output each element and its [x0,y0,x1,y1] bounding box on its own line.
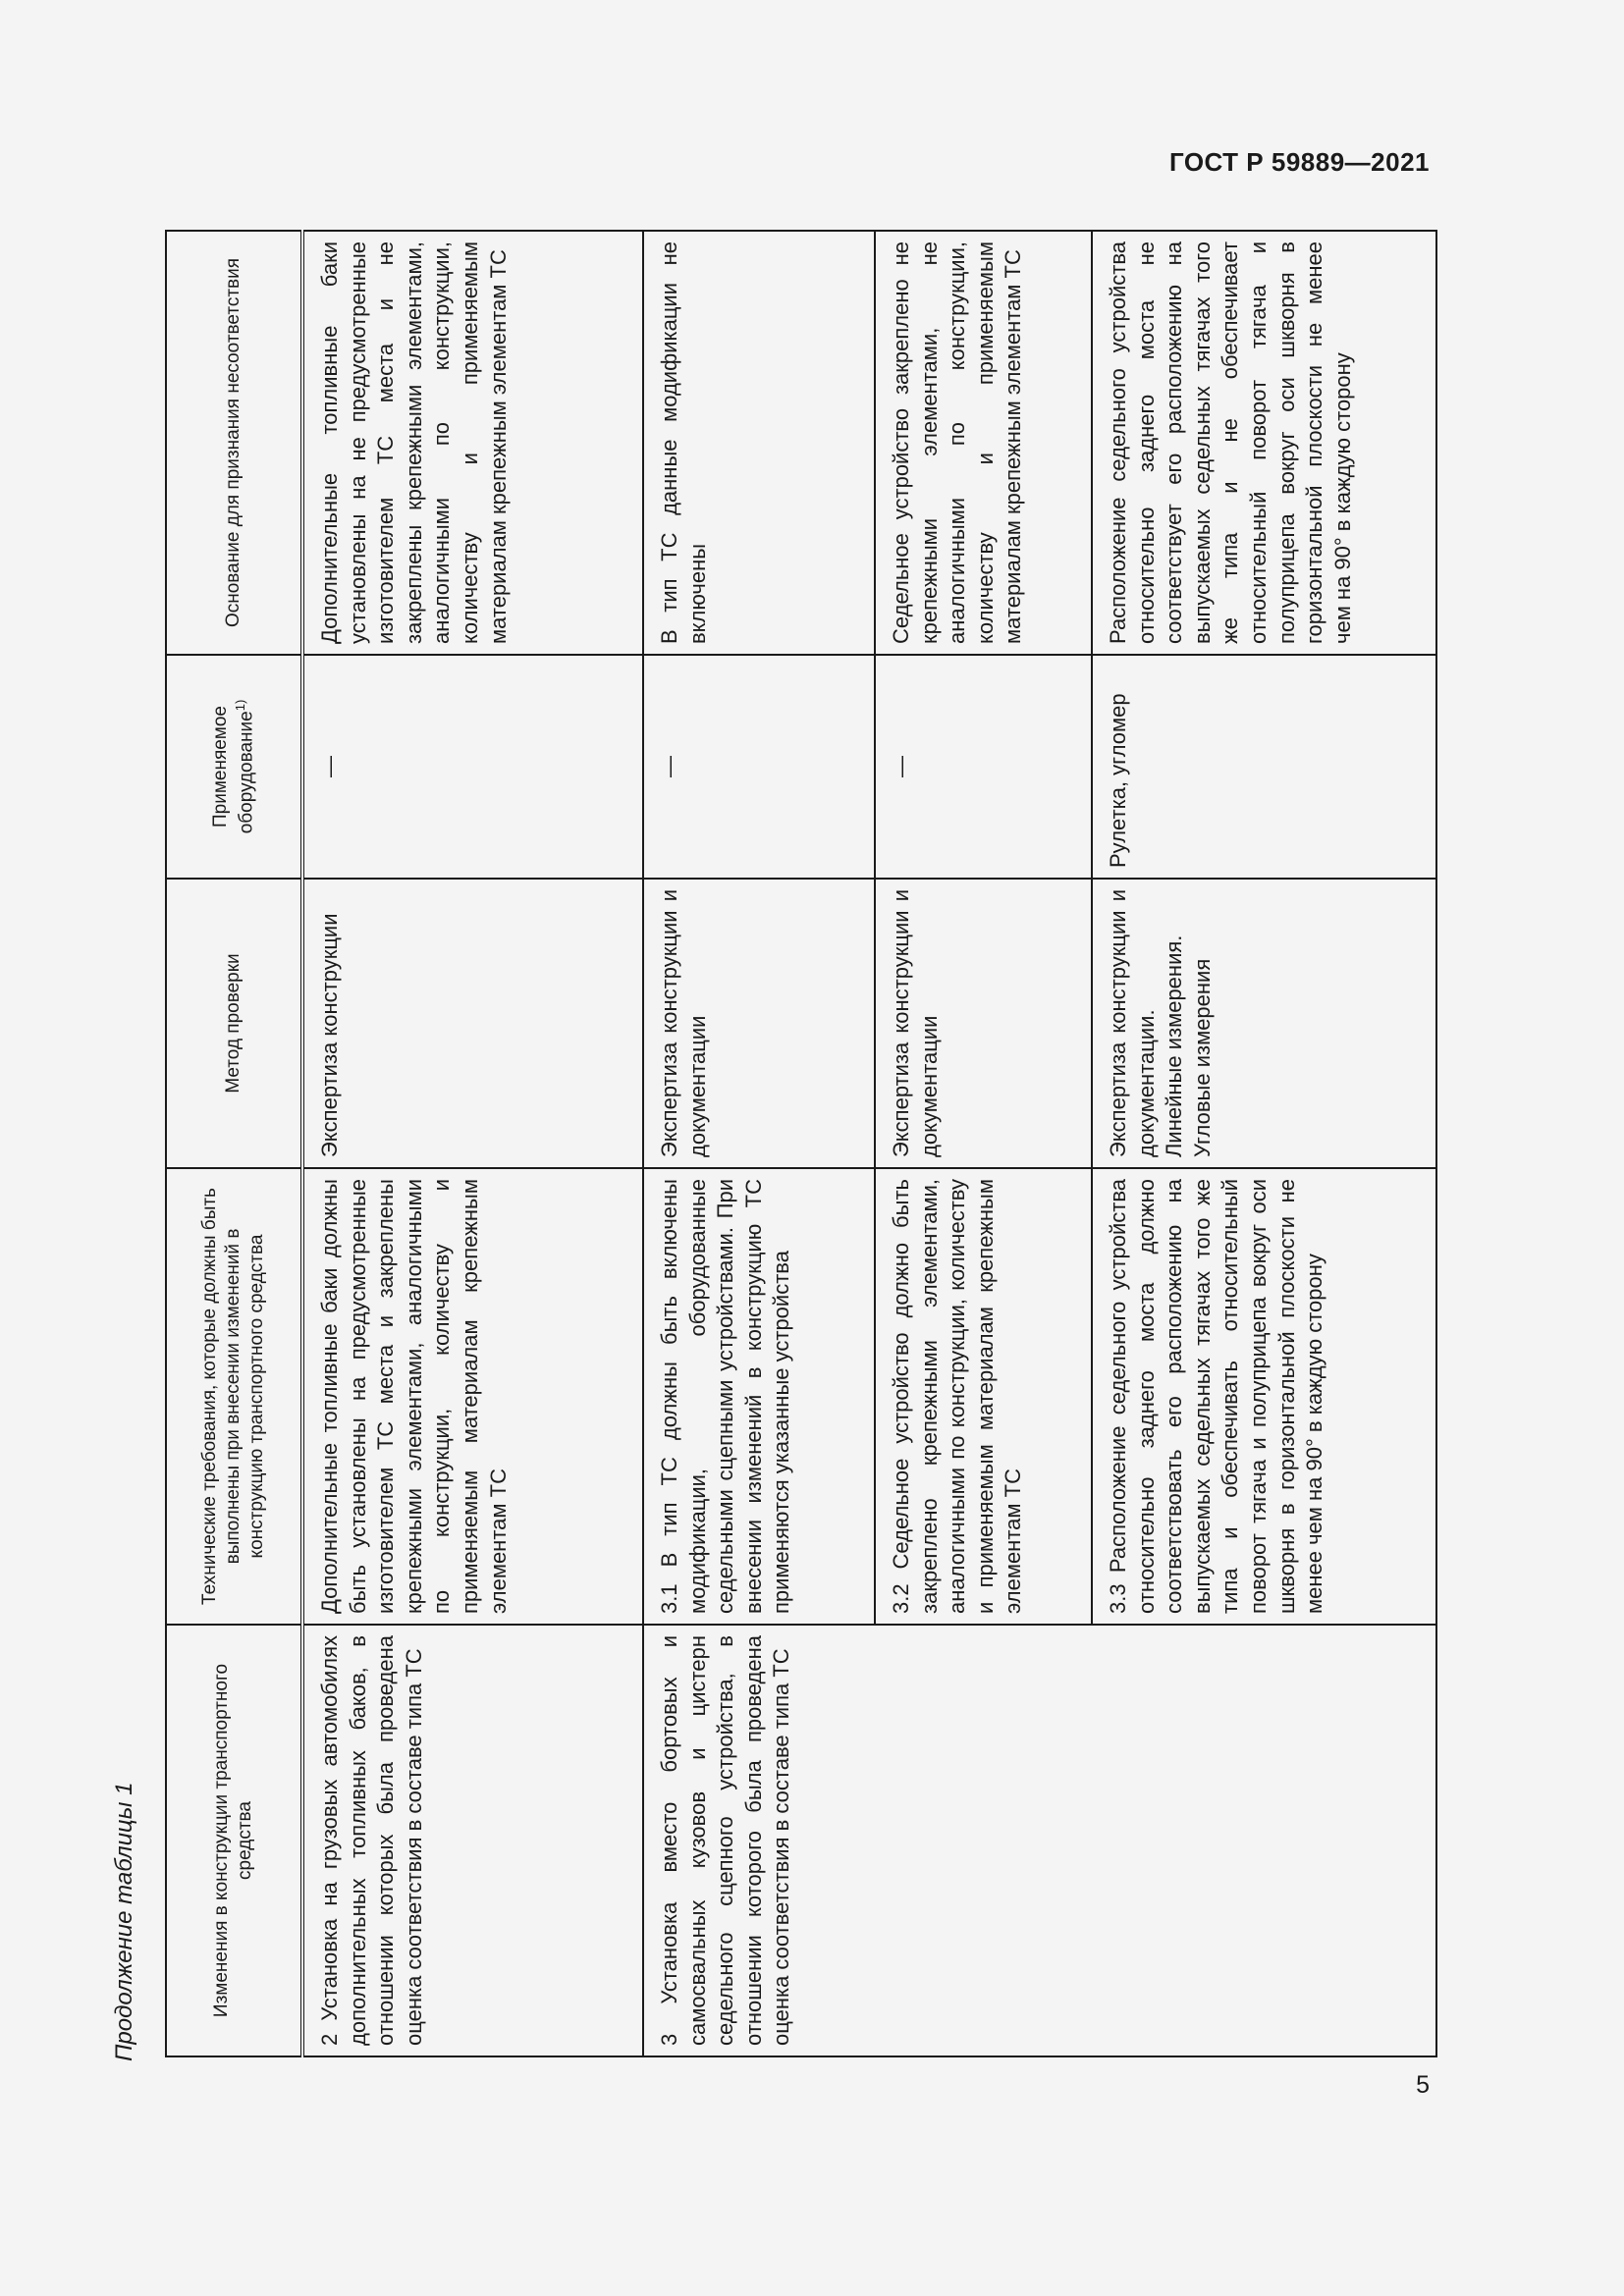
column-header-change: Изменения в конструкции транспортного средства [166,1625,302,2056]
cell-requirements: Дополнительные топливные баки должны быть установлены на предусмотренные изготовителем ТС места и закреплены крепежными элементами, аналогичными по конструкции, количеству и применяемым материалам крепежным элементам ТС [302,1168,643,1625]
cell-requirements: 3.2 Седельное устройство должно быть закреплено крепежными элементами, аналогичными по конструкции, количеству и применяемым материалам крепежным элементам ТС [875,1168,1092,1625]
column-header-method: Метод проверки [166,879,302,1168]
column-header-equipment [166,655,302,879]
column-header-equipment-text: Применяемое оборудование [210,706,257,834]
cell-method: Экспертиза конструкции и документации [643,879,875,1168]
equipment-dash: — [889,756,913,777]
document-number: ГОСТ Р 59889—2021 [1168,147,1430,177]
method-line: Угловые измерения [1189,958,1215,1157]
page-number: 5 [1416,2071,1430,2099]
rotated-table-container [165,232,1355,2057]
table-row [302,231,643,2056]
requirements-table [165,230,1437,2057]
cell-method: Экспертиза конструкции и документации [875,879,1092,1168]
cell-change: 2 Установка на грузовых автомобилях дополнительных топливных баков, в отношении которых была проведена оценка соответствия в составе типа ТС [302,1625,643,2056]
equipment-dash: — [317,756,342,777]
cell-requirements: 3.1 В тип ТС должны быть включены модификации, оборудованные седельными сцепными устройствами. При внесении изменений в конструкцию ТС применяются указанные устройства [643,1168,875,1625]
equipment-dash: — [657,756,681,777]
cell-equipment [302,655,643,879]
table-continuation-caption: Продолжение таблицы 1 [111,1782,137,2061]
table-header-row [166,231,302,2056]
cell-equipment: Рулетка, угломер [1092,655,1436,879]
cell-basis: В тип ТС данные модификации не включены [643,231,875,655]
method-line: Линейные измерения. [1162,934,1187,1157]
column-header-basis: Основание для признания несоответствия [166,231,302,655]
cell-equipment [643,655,875,879]
table-row [643,231,875,2056]
cell-requirements: 3.3 Расположение седельного устройства относительно заднего моста должно соответствовать его расположению на выпускаемых седельных тягачах того же типа и обеспечивать относительный поворот тягача и полуприцепа вокруг оси шкворня в горизонтальной плоскости не менее чем на 90° в каждую сторону [1092,1168,1436,1625]
method-line: Экспертиза конструкции и документации. [1106,889,1159,1157]
cell-basis: Дополнительные топливные баки установлены на не предусмотренные изготовителем ТС места и не закреплены крепежными элементами, аналогичными по конструкции, количеству и применяемым материалам крепежным элементам ТС [302,231,643,655]
cell-basis: Седельное устройство закреплено не крепежными элементами, не аналогичными по конструкции, количеству и применяемым материалам крепежным элементам ТС [875,231,1092,655]
cell-change: 3 Установка вместо бортовых и самосвальных кузовов и цистерн седельного сцепного устройства, в отношении которого была проведена оценка соответствия в составе типа ТС [643,1625,1436,2056]
column-header-requirements: Технические требования, которые должны быть выполнены при внесении изменений в конструкцию транспортного средства [166,1168,302,1625]
cell-equipment [875,655,1092,879]
footnote-mark: 1) [232,699,247,712]
cell-method [1092,879,1436,1168]
cell-basis: Расположение седельного устройства относительно заднего моста не соответствует его расположению на выпускаемых седельных тягачах того же типа и не обеспечивает относительный поворот тягача и полуприцепа вокруг оси шкворня в горизонтальной плоскости не менее чем на 90° в каждую сторону [1092,231,1436,655]
cell-method: Экспертиза конструкции [302,879,643,1168]
